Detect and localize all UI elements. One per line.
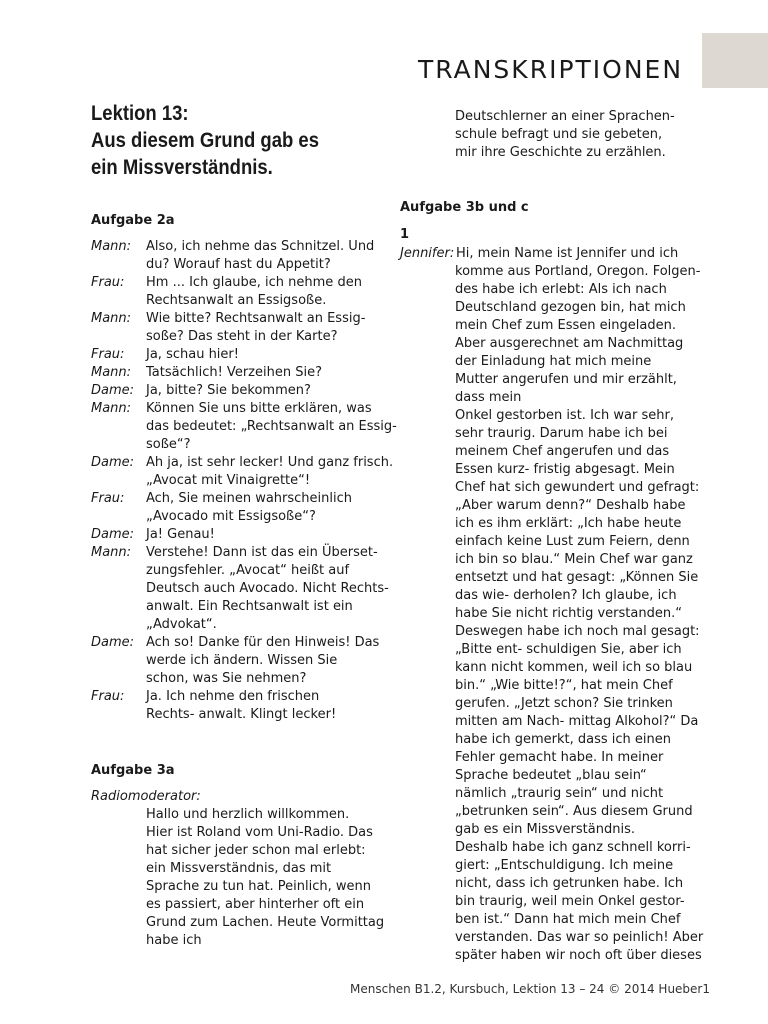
lesson-title [91,100,355,181]
dialog-speaker: Mann: [91,545,132,560]
text-line: des habe ich erlebt: Als ich nach [455,282,667,297]
dialog-speaker: Mann: [91,311,132,326]
jennifer-speaker: Jennifer: [400,246,455,261]
dialog-line [91,400,397,454]
dialog-text-line: schon, was Sie nehmen? [146,671,307,686]
aufgabe-3a-speaker: Radiomoderator: [91,789,201,804]
dialog-line [91,310,391,346]
page-footer [350,980,730,996]
text-line: Deutschland gezogen bin, hat mich [455,300,686,315]
dialog-text-line: Ja! Genau! [146,527,215,542]
text-line: bin traurig, weil mein Onkel gestor- [455,894,685,909]
text-line: gerufen. „Jetzt schon? Sie trinken [455,696,673,711]
dialog-text [146,364,391,382]
dialog-text-line: anwalt. Ein Rechtsanwalt ist ein [146,599,353,614]
text-line: einfach keine Lust zum Feiern, denn [455,534,690,549]
aufgabe-2a-dialog [91,238,397,724]
footer-copyright: Menschen B1.2, Kursbuch, Lektion 13 – 24 © 2014 Hueber [350,982,703,996]
dialog-speaker: Dame: [91,383,135,398]
dialog-text-line: Rechtsanwalt an Essigsoße. [146,293,327,308]
text-line: „Bitte ent- schuldigen Sie, aber ich [455,642,682,657]
text-line: habe Sie nicht richtig verstanden.“ [455,606,682,621]
page-header-title: TRANSKRIPTIONEN [418,55,684,84]
dialog-text-line: Tatsächlich! Verzeihen Sie? [146,365,322,380]
dialog-speaker: Mann: [91,401,132,416]
dialog-text [146,346,391,364]
text-line: nicht, dass ich getrunken habe. Ich [455,876,684,891]
text-line: mir ihre Geschichte zu erzählen. [455,145,666,160]
dialog-text [146,454,393,490]
lesson-title-line-2: Aus diesem Grund gab es [91,129,319,152]
dialog-line [91,274,391,310]
text-line: es passiert, aber hinterher oft ein [146,897,365,912]
text-line: sehr traurig. Darum habe ich bei [455,426,668,441]
dialog-text [146,238,391,274]
text-line: bin.“ „Wie bitte!?“, hat mein Chef [455,678,673,693]
text-line: Onkel gestorben ist. Ich war sehr, [455,408,674,423]
dialog-speaker: Mann: [91,239,132,254]
dialog-speaker: Dame: [91,455,135,470]
text-line: ein Missverständnis, das mit [146,861,332,876]
text-line: verstanden. Das war so peinlich! Aber [455,930,704,945]
aufgabe-3b-heading: Aufgabe 3b und c [400,200,529,215]
text-line: Mutter angerufen und mir erzählt, [455,372,677,387]
dialog-speaker: Frau: [91,689,125,704]
dialog-text [146,274,391,310]
text-line: das wie- derholen? Ich glaube, ich [455,588,677,603]
dialog-text-line: soße? Das steht in der Karte? [146,329,338,344]
text-line: ich bin so blau.“ Mein Chef war ganz [455,552,693,567]
dialog-text-line: „Advokat“. [146,617,217,632]
text-line: komme aus Portland, Oregon. Folgen- [455,264,701,279]
dialog-text [146,634,391,688]
text-line: habe ich gemerkt, dass ich einen [455,732,671,747]
dialog-text-line: Ah ja, ist sehr lecker! Und ganz frisch. [146,455,394,470]
dialog-text [146,688,391,724]
aufgabe-2a-heading: Aufgabe 2a [91,213,175,228]
text-line: mitten am Nach- mittag Alkohol?“ Da [455,714,699,729]
text-line: Grund zum Lachen. Heute Vormittag [146,915,385,930]
dialog-line [91,688,391,724]
story-number: 1 [400,227,410,242]
dialog-speaker: Mann: [91,365,132,380]
dialog-text-line: das bedeutet: „Rechtsanwalt an Essig- [146,419,397,434]
dialog-text [146,526,391,544]
lesson-title-line-3: ein Missverständnis. [91,156,273,179]
text-line: später haben wir noch oft über dieses [455,948,702,963]
text-line: Aber ausgerechnet am Nachmittag [455,336,684,351]
text-line: „betrunken sein“. Aus diesem Grund [455,804,693,819]
text-line: der Einladung hat mich meine [455,354,652,369]
dialog-text-line: zungsfehler. „Avocat“ heißt auf [146,563,350,578]
text-line: Fehler gemacht habe. In meiner [455,750,664,765]
text-line: Deshalb habe ich ganz schnell korri- [455,840,691,855]
text-line: ich es ihm erklärt: „Ich habe heute [455,516,682,531]
text-line: Sprache zu tun hat. Peinlich, wenn [146,879,372,894]
dialog-text-line: Können Sie uns bitte erklären, was [146,401,372,416]
dialog-line [91,526,391,544]
text-line: nämlich „traurig sein“ und nicht [455,786,664,801]
dialog-text-line: Ja, schau hier! [146,347,239,362]
dialog-text-line: soße“? [146,437,191,452]
dialog-text-line: Rechts- anwalt. Klingt lecker! [146,707,337,722]
dialog-text-line: werde ich ändern. Wissen Sie [146,653,338,668]
dialog-text-line: „Avocat mit Vinaigrette“! [146,473,311,488]
text-line: Hier ist Roland vom Uni-Radio. Das [146,825,373,840]
text-line: Sprache bedeutet „blau sein“ [455,768,647,783]
dialog-text-line: Ja. Ich nehme den frischen [146,689,320,704]
text-line: Deswegen habe ich noch mal gesagt: [455,624,700,639]
dialog-text-line: Verstehe! Dann ist das ein Überset- [146,545,378,560]
text-line: entsetzt und hat gesagt: „Können Sie [455,570,699,585]
dialog-line [91,490,391,526]
dialog-text [146,382,391,400]
dialog-line [91,238,391,274]
text-line: Chef hat sich gewundert und gefragt: [455,480,700,495]
dialog-text [146,400,397,454]
text-line: habe ich [146,933,202,948]
text-line: Deutschlerner an einer Sprachen- [455,109,675,124]
aufgabe-3a-heading: Aufgabe 3a [91,763,175,778]
dialog-text-line: Deutsch auch Avocado. Nicht Rechts- [146,581,389,596]
dialog-line [91,634,391,688]
text-line: „Aber warum denn?“ Deshalb habe [455,498,686,513]
text-line: Hallo und herzlich willkommen. [146,807,350,822]
lesson-title-line-1: Lektion 13: [91,102,189,125]
text-line: kann nicht kommen, weil ich so blau [455,660,693,675]
dialog-text [146,544,391,634]
dialog-text-line: „Avocado mit Essigsoße“? [146,509,316,524]
dialog-text-line: Ja, bitte? Sie bekommen? [146,383,311,398]
dialog-line [91,544,391,634]
text-line: ben ist.“ Dann hat mich mein Chef [455,912,681,927]
dialog-text-line: Also, ich nehme das Schnitzel. Und [146,239,375,254]
text-line: giert: „Entschuldigung. Ich meine [455,858,674,873]
dialog-line [91,382,391,400]
text-line: gab es ein Missverständnis. [455,822,635,837]
dialog-speaker: Frau: [91,491,125,506]
dialog-line [91,454,394,490]
text-line: Essen kurz- fristig abgesagt. Mein [455,462,675,477]
dialog-text-line: Ach, Sie meinen wahrscheinlich [146,491,352,506]
dialog-text-line: Wie bitte? Rechtsanwalt an Essig- [146,311,366,326]
page-number: 1 [702,982,710,996]
dialog-line [91,364,391,382]
dialog-speaker: Frau: [91,275,125,290]
text-line: mein Chef zum Essen eingeladen. [455,318,676,333]
dialog-text [146,310,391,346]
dialog-text-line: du? Worauf hast du Appetit? [146,257,331,272]
text-line: schule befragt und sie gebeten, [455,127,663,142]
text-line: meinem Chef angerufen und das [455,444,670,459]
dialog-speaker: Dame: [91,635,135,650]
aufgabe-3a-text [146,806,384,950]
dialog-text-line: Hm ... Ich glaube, ich nehme den [146,275,362,290]
corner-tab [702,33,768,88]
dialog-text [146,490,391,526]
dialog-speaker: Frau: [91,347,125,362]
dialog-speaker: Dame: [91,527,135,542]
dialog-text-line: Ach so! Danke für den Hinweis! Das [146,635,380,650]
jennifer-first-line: Hi, mein Name ist Jennifer und ich [456,246,679,261]
intro-continuation-text [455,108,675,162]
jennifer-story-text [455,263,703,965]
text-line: hat sicher jeder schon mal erlebt: [146,843,366,858]
dialog-line [91,346,391,364]
text-line: dass mein [455,390,522,405]
